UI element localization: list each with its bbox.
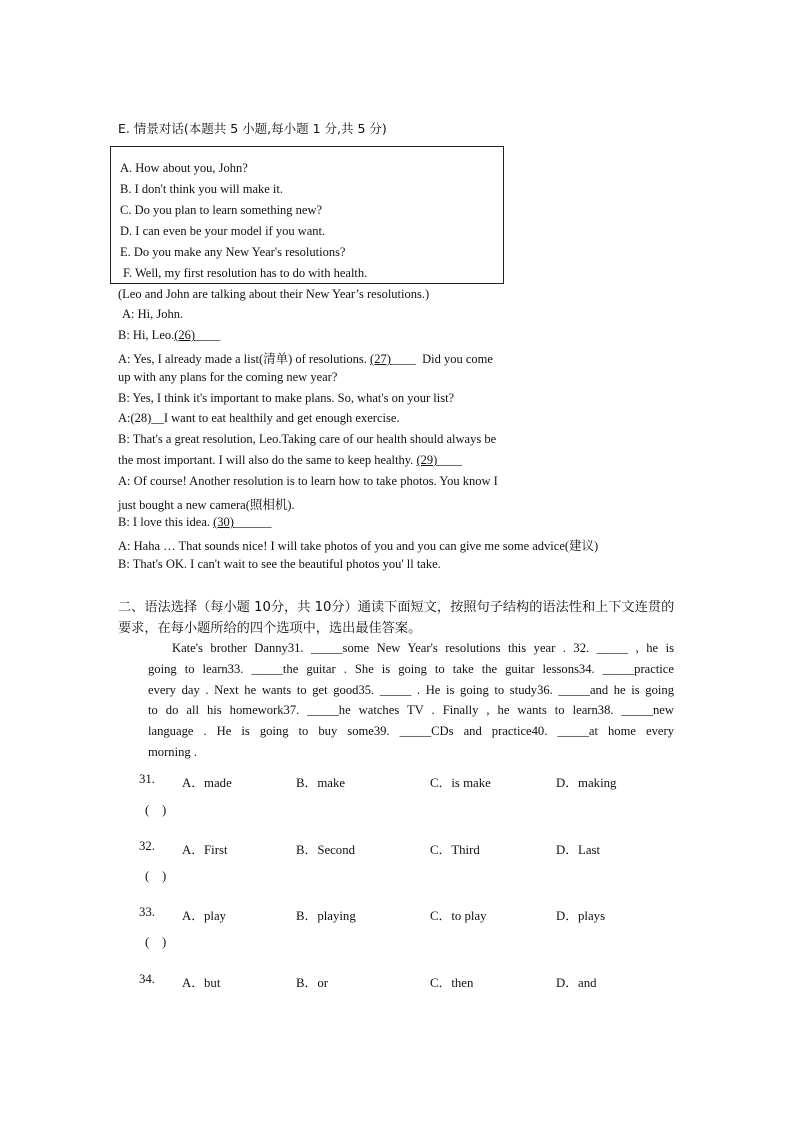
option-c: C. Do you plan to learn something new?	[120, 203, 323, 217]
option-d: D. I can even be your model if you want.	[120, 224, 326, 238]
blank-26[interactable]: ____	[195, 328, 221, 342]
dialogue-line: A: Hi, John.	[122, 307, 184, 321]
blank-30-label: (30)	[213, 515, 234, 529]
dialogue-line: B: That's OK. I can't wait to see the beautiful photos you' ll take.	[118, 557, 441, 571]
choice-b[interactable]: B．Second	[296, 843, 356, 857]
dialogue-line	[118, 328, 220, 343]
passage-line: every day . Next he wants to get good35. _____ . He is going to study36. _____and he is going	[148, 682, 674, 697]
choice-a[interactable]: A．First	[182, 843, 228, 857]
option-a: A. How about you, John?	[120, 161, 248, 175]
option-e: E. Do you make any New Year's resolutions?	[120, 245, 346, 259]
choice-c[interactable]: C．then	[430, 976, 474, 990]
dialogue-text: B: Hi, Leo.	[118, 328, 175, 342]
dialogue-intro: (Leo and John are talking about their New Year’s resolutions.)	[118, 287, 430, 301]
choice-b[interactable]: B．make	[296, 776, 346, 790]
choice-c[interactable]: C．to play	[430, 909, 487, 923]
dialogue-line	[118, 453, 462, 468]
dialogue-line	[118, 515, 271, 530]
passage-line: language . He is going to buy some39. _____CDs and practice40. _____at home every	[148, 724, 674, 739]
question-number: 34.	[139, 972, 155, 986]
choice-b[interactable]: B．or	[296, 976, 328, 990]
dialogue-line: A: Haha … That sounds nice! I will take photos of you and you can give me some advice(建议)	[118, 539, 599, 553]
dialogue-line: A:(28)__I want to eat healthily and get enough exercise.	[118, 411, 400, 425]
option-b: B. I don't think you will make it.	[120, 182, 284, 196]
dialogue-text: B: I love this idea.	[118, 515, 210, 529]
dialogue-line: just bought a new camera(照相机).	[118, 498, 295, 512]
grammar-passage	[148, 638, 674, 763]
passage-line: going to learn33. _____the guitar . She is going to take the guitar lessons34. _____practice	[148, 661, 674, 676]
dialogue-text: Did you come	[415, 352, 493, 366]
choice-d[interactable]: D．plays	[556, 909, 606, 923]
passage-line: to do all his homework37. _____he watches TV . Finally , he wants to learn38. _____new	[148, 703, 674, 718]
dialogue-line	[118, 349, 493, 367]
answer-paren[interactable]: ( )	[145, 935, 167, 949]
passage-line: Kate's brother Danny31. _____some New Year's resolutions this year . 32. _____ , he is	[172, 641, 674, 655]
choice-a[interactable]: A．made	[182, 776, 232, 790]
question-number: 32.	[139, 839, 155, 853]
answer-paren[interactable]: ( )	[145, 803, 167, 817]
passage-line: morning .	[148, 744, 197, 759]
blank-29-label: (29)	[416, 453, 438, 467]
dialogue-text: A: Yes, I already made a list(清单) of resolutions.	[118, 352, 367, 366]
question-number: 33.	[139, 905, 155, 919]
option-f: F. Well, my first resolution has to do with health.	[123, 266, 368, 280]
blank-27[interactable]: ____	[390, 352, 416, 366]
choice-d[interactable]: D．Last	[556, 843, 601, 857]
dialogue-text: the most important. I will also do the same to keep healthy.	[118, 453, 414, 467]
choice-b[interactable]: B．playing	[296, 909, 356, 923]
choice-d[interactable]: D．making	[556, 776, 617, 790]
dialogue-line: B: That's a great resolution, Leo.Taking care of our health should always be	[118, 432, 497, 446]
answer-paren[interactable]: ( )	[145, 869, 167, 883]
part2-title: 二、语法选择（每小题 10分，共 10分）通读下面短文，按照句子结构的语法性和上下文连贯的要求，在每小题所给的四个选项中，选出最佳答案。	[118, 600, 675, 636]
choice-a[interactable]: A．play	[182, 909, 227, 923]
blank-27-label: (27)	[370, 352, 391, 366]
choice-c[interactable]: C．is make	[430, 776, 491, 790]
blank-30[interactable]: ______	[233, 515, 272, 529]
section-e-title: E. 情景对话(本题共 5 小题,每小题 1 分,共 5 分)	[118, 121, 387, 136]
options-box	[110, 146, 504, 284]
blank-26-label: (26)	[174, 328, 196, 342]
choice-a[interactable]: A．but	[182, 976, 221, 990]
choice-d[interactable]: D．and	[556, 976, 597, 990]
question-number: 31.	[139, 772, 155, 786]
dialogue-line: up with any plans for the coming new year?	[118, 370, 338, 384]
blank-29[interactable]: ____	[437, 453, 463, 467]
choice-c[interactable]: C．Third	[430, 843, 480, 857]
dialogue-line: A: Of course! Another resolution is to learn how to take photos. You know I	[118, 474, 498, 488]
dialogue-line: B: Yes, I think it's important to make plans. So, what's on your list?	[118, 391, 455, 405]
